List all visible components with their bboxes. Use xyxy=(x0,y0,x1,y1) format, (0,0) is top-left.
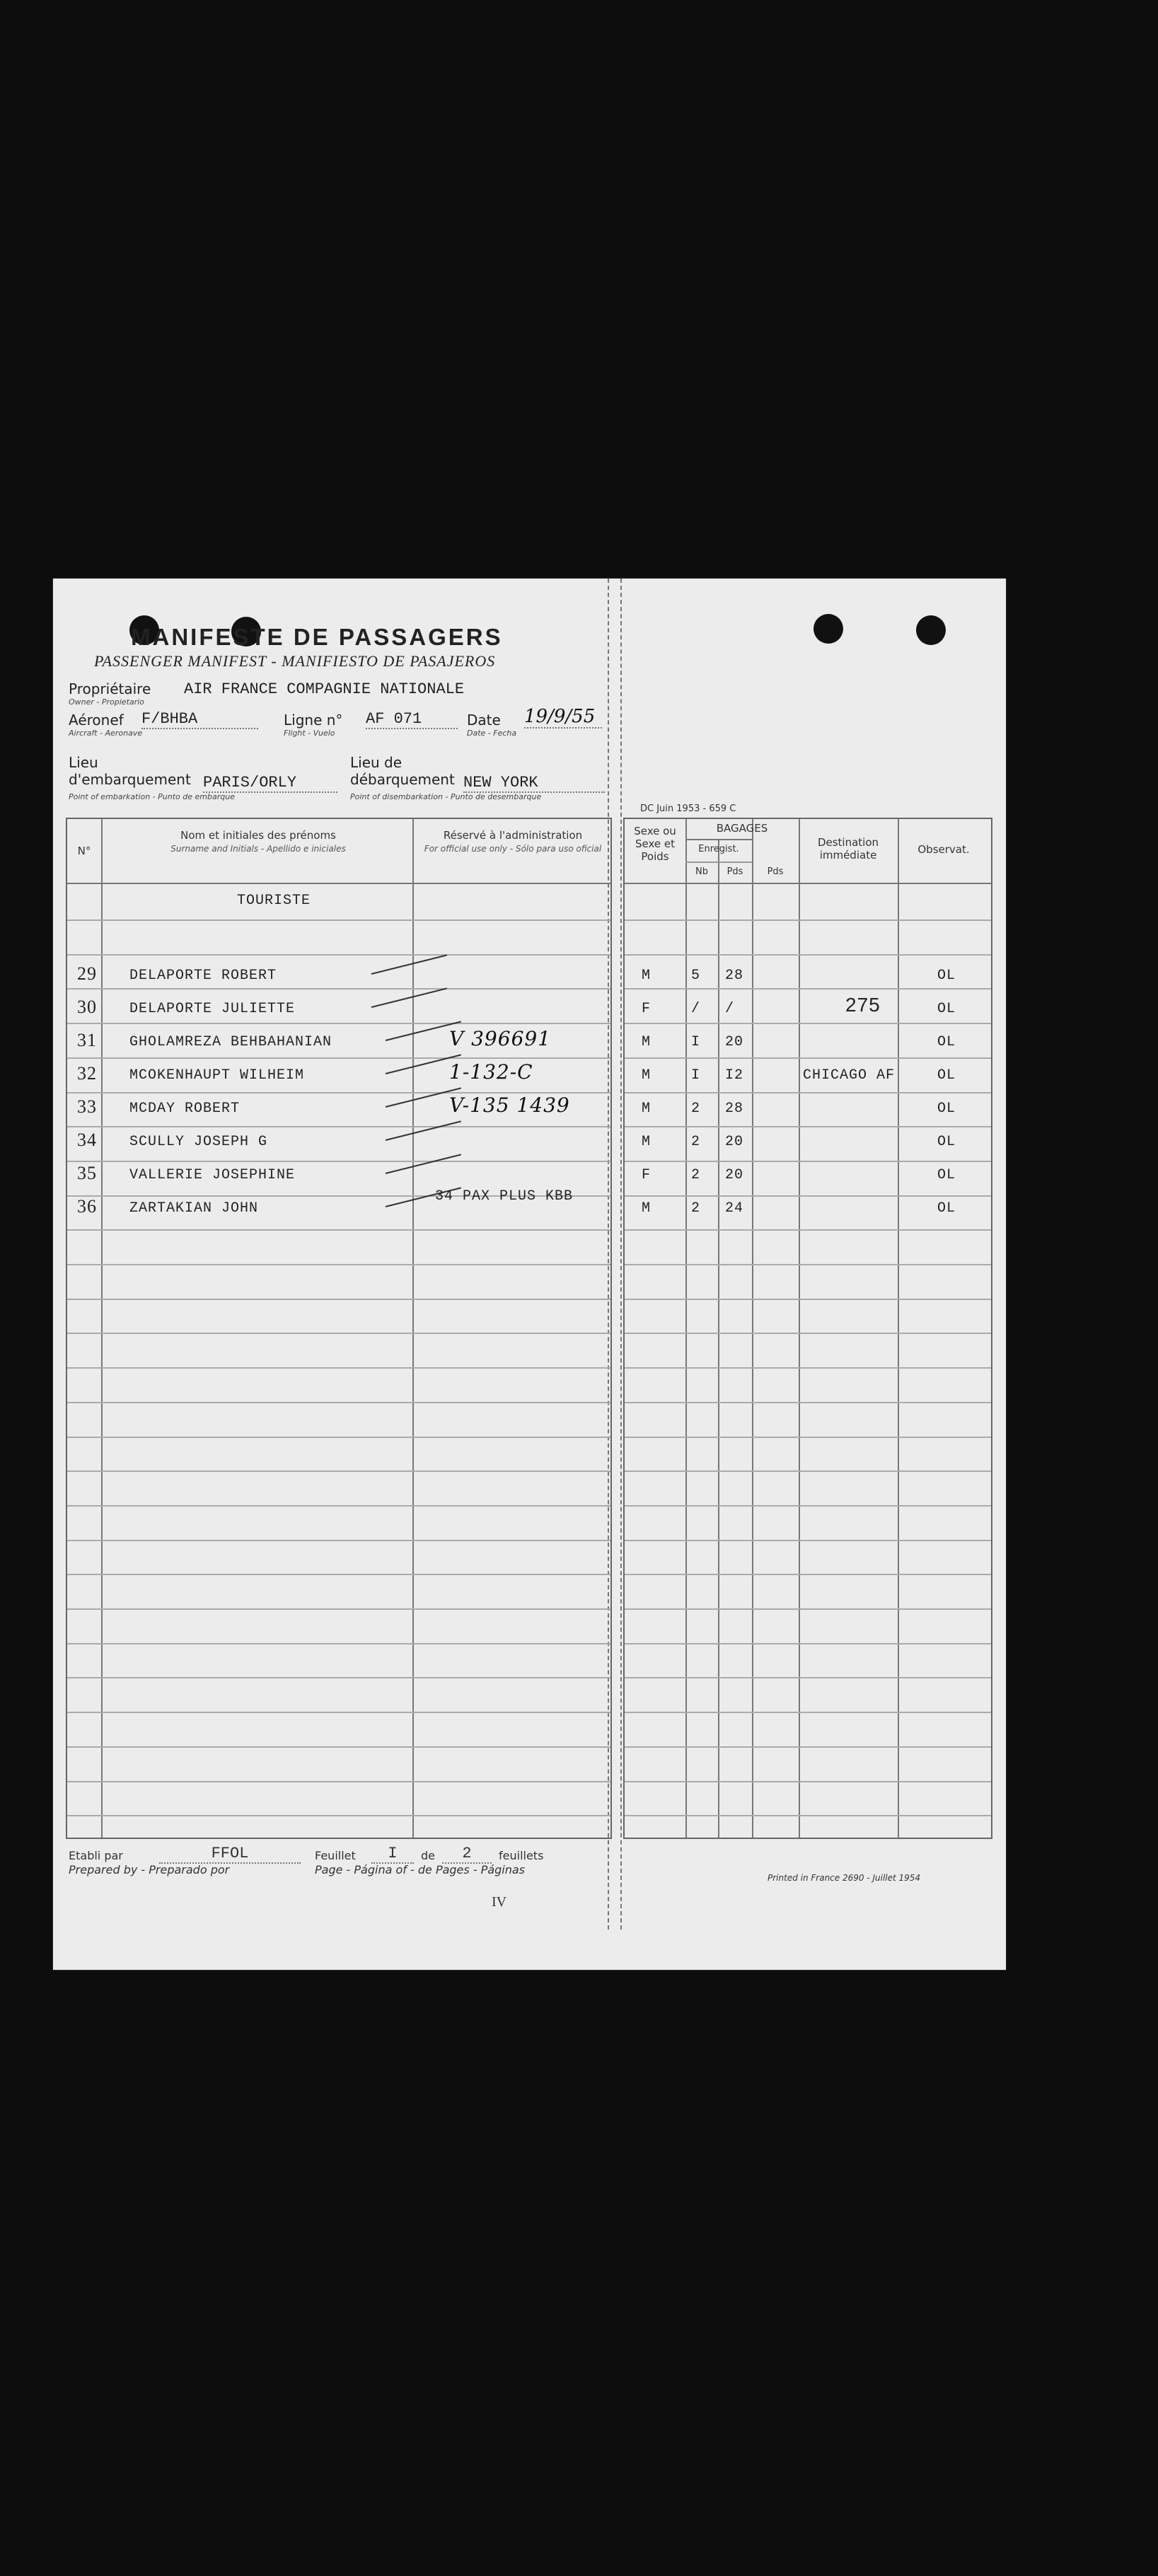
col-header-registered: Enregist. xyxy=(698,844,739,854)
reserved-visa-number: 1-132-C xyxy=(449,1060,533,1084)
manifest-sheet xyxy=(53,579,1006,1970)
baggage-count: I xyxy=(691,1067,701,1084)
ruled-line xyxy=(67,1643,610,1644)
passenger-name: MCOKENHAUPT WILHEIM xyxy=(129,1067,305,1084)
aircraft-value: F/BHBA xyxy=(141,710,258,729)
ruled-line xyxy=(67,1126,610,1127)
baggage-count: 5 xyxy=(691,968,701,984)
baggage-weight: 20 xyxy=(725,1167,744,1183)
ruled-line xyxy=(67,1057,610,1059)
manifest-subtitle: PASSENGER MANIFEST - MANIFIESTO DE PASAJEROS xyxy=(94,652,496,670)
baggage-count: 2 xyxy=(691,1101,701,1117)
passenger-number: 34 xyxy=(77,1130,97,1150)
passenger-number: 29 xyxy=(77,963,97,984)
owner-label: Propriétaire xyxy=(69,680,151,697)
ruled-line xyxy=(625,1746,991,1748)
prepared-value: FFOL xyxy=(159,1845,301,1864)
form-reference: DC Juin 1953 - 659 C xyxy=(640,803,736,814)
ruled-line xyxy=(625,1023,991,1024)
passenger-sex: M xyxy=(642,1134,652,1150)
sheet-value: I xyxy=(371,1845,414,1864)
ruled-line xyxy=(625,1333,991,1334)
ruled-line xyxy=(67,1712,610,1713)
col-header-baggage: BAGAGES xyxy=(716,822,768,835)
ruled-line xyxy=(67,1746,610,1748)
ruled-line xyxy=(625,1470,991,1472)
ruled-line xyxy=(625,1299,991,1300)
remarks-code: OL xyxy=(937,1101,956,1117)
passenger-sex: M xyxy=(642,1101,652,1117)
punch-hole xyxy=(916,615,946,645)
remarks-code: OL xyxy=(937,1134,956,1150)
ruled-line xyxy=(625,1677,991,1678)
line-label: Ligne n° xyxy=(284,712,343,729)
passenger-sex: F xyxy=(642,1167,652,1183)
of-value: 2 xyxy=(442,1845,492,1864)
embark-label: Lieu d'embarquement xyxy=(69,754,191,788)
ruled-line xyxy=(67,1540,610,1541)
ruled-line xyxy=(625,1161,991,1162)
col-header-name-sub: Surname and Initials - Apellido e iniciales xyxy=(170,844,346,854)
remarks-code: OL xyxy=(937,1034,956,1050)
destination: 275 xyxy=(845,994,881,1016)
ruled-line xyxy=(625,1195,991,1197)
ruled-line xyxy=(625,1057,991,1059)
ruled-line xyxy=(625,1092,991,1093)
ruled-line xyxy=(625,1712,991,1713)
ruled-line xyxy=(625,1608,991,1610)
baggage-count: / xyxy=(691,1001,701,1017)
date-value: 19/9/55 xyxy=(524,706,602,729)
remarks-code: OL xyxy=(937,1200,956,1217)
passenger-number: 33 xyxy=(77,1096,97,1117)
ruled-line xyxy=(67,1299,610,1300)
remarks-code: OL xyxy=(937,1067,956,1084)
passenger-name: DELAPORTE JULIETTE xyxy=(129,1001,296,1017)
col-header-excess: Pds xyxy=(767,866,784,877)
baggage-weight: 28 xyxy=(725,968,744,984)
aircraft-sublabel: Aircraft - Aeronave xyxy=(69,729,143,738)
col-header-pds: Pds xyxy=(726,866,743,877)
col-header-sex: Sexe ou Sexe et Poids xyxy=(634,825,676,863)
passenger-sex: M xyxy=(642,1067,652,1084)
remarks-code: OL xyxy=(937,968,956,984)
owner-sublabel: Owner - Propietario xyxy=(69,697,144,707)
col-header-destination: Destination immédiate xyxy=(817,836,879,861)
col-header-remarks: Observat. xyxy=(917,843,970,856)
baggage-weight: 20 xyxy=(725,1134,744,1150)
baggage-count: 2 xyxy=(691,1167,701,1183)
disembark-sublabel: Point of disembarkation - Punto de desembarque xyxy=(350,792,542,801)
ruled-line xyxy=(67,1402,610,1403)
passenger-name: SCULLY JOSEPH G xyxy=(129,1134,268,1150)
baggage-weight: / xyxy=(725,1001,735,1017)
baggage-count: 2 xyxy=(691,1200,701,1217)
printed-note: Printed in France 2690 - Juillet 1954 xyxy=(768,1873,921,1883)
remarks-code: OL xyxy=(937,1167,956,1183)
ruled-line xyxy=(625,988,991,990)
ruled-line xyxy=(67,1574,610,1575)
baggage-count: I xyxy=(691,1034,701,1050)
ruled-line xyxy=(625,954,991,956)
passenger-name: MCDAY ROBERT xyxy=(129,1101,241,1117)
ruled-line xyxy=(625,919,991,921)
ruled-line xyxy=(625,1815,991,1816)
punch-hole xyxy=(814,614,843,644)
aircraft-label: Aéronef xyxy=(69,712,124,729)
passenger-number: 31 xyxy=(77,1030,97,1050)
col-header-reserved-sub: For official use only - Sólo para uso oficial xyxy=(424,844,602,854)
ruled-line xyxy=(67,1815,610,1816)
col-header-name xyxy=(110,829,407,855)
ruled-line xyxy=(625,1126,991,1127)
passenger-name: DELAPORTE ROBERT xyxy=(129,968,277,984)
line-sublabel: Flight - Vuelo xyxy=(284,729,335,738)
line-value: AF 071 xyxy=(366,710,458,729)
ruled-line xyxy=(625,1367,991,1369)
baggage-count: 2 xyxy=(691,1134,701,1150)
ruled-line xyxy=(67,1608,610,1610)
ruled-line xyxy=(67,1781,610,1782)
col-header-number: N° xyxy=(77,845,91,857)
passenger-number: 35 xyxy=(77,1163,97,1183)
ruled-line xyxy=(67,1229,610,1231)
embark-sublabel: Point of embarkation - Punto de embarque xyxy=(69,792,235,801)
of-label: de xyxy=(421,1849,435,1862)
passenger-name: ZARTAKIAN JOHN xyxy=(129,1200,259,1217)
disembark-value: NEW YORK xyxy=(463,774,605,793)
ruled-line xyxy=(67,988,610,990)
summary-note: 34 PAX PLUS KBB xyxy=(435,1188,574,1205)
ruled-line xyxy=(67,1505,610,1507)
baggage-weight: 20 xyxy=(725,1034,744,1050)
prepared-label: Etabli par xyxy=(69,1849,123,1862)
baggage-weight: 24 xyxy=(725,1200,744,1217)
ruled-line xyxy=(625,1229,991,1231)
passenger-number: 36 xyxy=(77,1196,97,1217)
prepared-sublabel: Prepared by - Preparado por xyxy=(69,1863,230,1876)
ruled-line xyxy=(625,1402,991,1403)
ruled-line xyxy=(625,1505,991,1507)
embark-value: PARIS/ORLY xyxy=(203,774,337,793)
ruled-line xyxy=(625,1437,991,1438)
ruled-line xyxy=(67,1437,610,1438)
manifest-title: MANIFESTE DE PASSAGERS xyxy=(131,624,503,650)
disembark-label: Lieu de débarquement xyxy=(350,754,455,788)
ruled-line xyxy=(67,1333,610,1334)
ruled-line xyxy=(67,1023,610,1024)
ruled-line xyxy=(625,1574,991,1575)
ruled-line xyxy=(67,1677,610,1678)
passenger-sex: F xyxy=(642,1001,652,1017)
destination: CHICAGO AF xyxy=(803,1067,896,1084)
passenger-sex: M xyxy=(642,1034,652,1050)
passenger-name: GHOLAMREZA BEHBAHANIAN xyxy=(129,1034,332,1050)
ruled-line xyxy=(67,1264,610,1265)
passenger-number: 32 xyxy=(77,1063,97,1084)
date-label: Date xyxy=(467,712,501,729)
col-header-nb: Nb xyxy=(695,866,708,877)
roman-mark: IV xyxy=(492,1894,507,1910)
ruled-line xyxy=(67,1367,610,1369)
baggage-weight: I2 xyxy=(725,1067,744,1084)
reserved-visa-number: V 396691 xyxy=(449,1027,552,1050)
date-sublabel: Date - Fecha xyxy=(467,729,517,738)
ruled-line xyxy=(67,1470,610,1472)
col-header-reserved xyxy=(417,829,608,855)
pages-label: feuillets xyxy=(499,1849,544,1862)
passenger-sex: M xyxy=(642,1200,652,1217)
ruled-line xyxy=(625,1540,991,1541)
remarks-code: OL xyxy=(937,1001,956,1017)
ruled-line xyxy=(67,919,610,921)
section-label: TOURISTE xyxy=(237,893,311,909)
passenger-name: VALLERIE JOSEPHINE xyxy=(129,1167,296,1183)
ruled-line xyxy=(625,1643,991,1644)
ruled-line xyxy=(67,1161,610,1162)
col-header-name-text: Nom et initiales des prénoms xyxy=(180,829,336,842)
reserved-visa-number: V-135 1439 xyxy=(449,1093,570,1117)
baggage-weight: 28 xyxy=(725,1101,744,1117)
ruled-line xyxy=(625,1264,991,1265)
owner-value: AIR FRANCE COMPAGNIE NATIONALE xyxy=(184,680,465,698)
ruled-line xyxy=(67,954,610,956)
passenger-sex: M xyxy=(642,968,652,984)
ruled-line xyxy=(625,1781,991,1782)
passenger-number: 30 xyxy=(77,997,97,1017)
pages-sublabel: Page - Página of - de Pages - Páginas xyxy=(315,1863,526,1876)
col-header-reserved-text: Réservé à l'administration xyxy=(443,829,583,842)
sheet-label: Feuillet xyxy=(315,1849,356,1862)
